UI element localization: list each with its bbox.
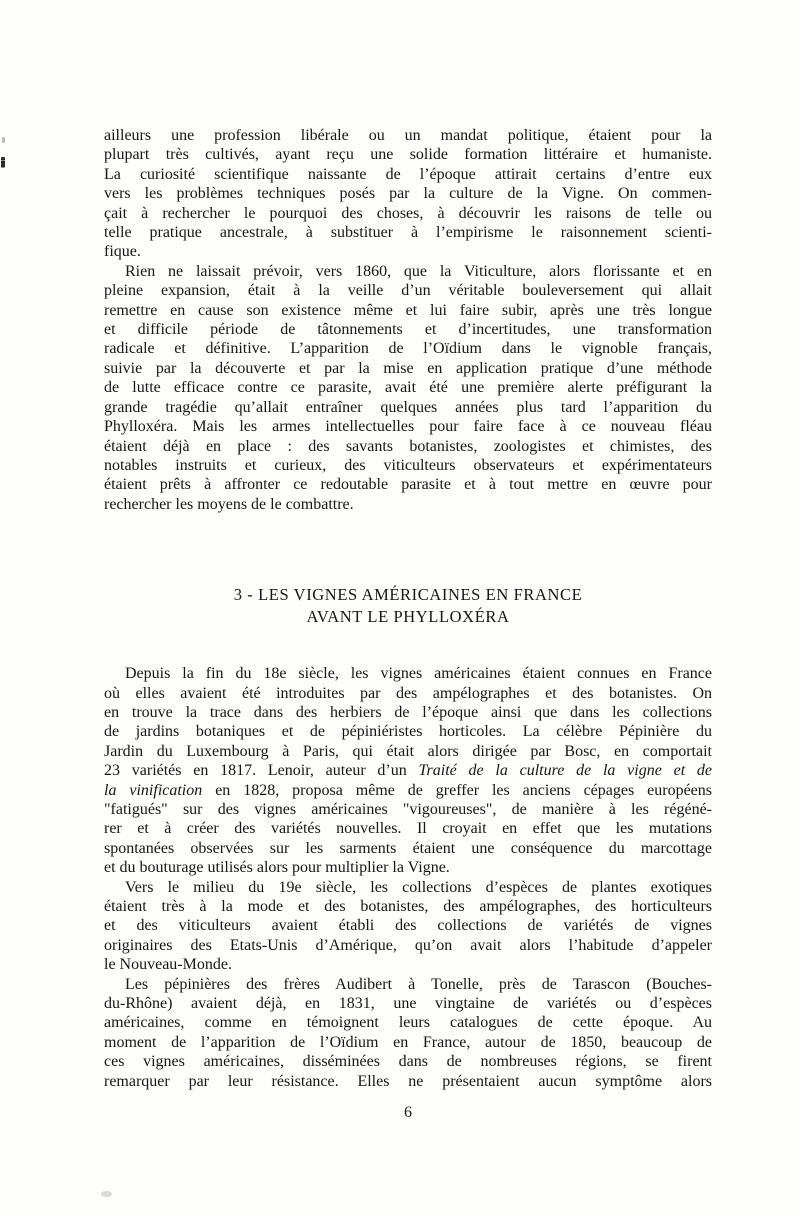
text-line: Depuis la fin du 18e siècle, les vignes américaines étaient connues en France xyxy=(125,665,712,683)
text-line: étaient déjà en place : des savants botanistes, zoologistes et chimistes, des xyxy=(104,437,712,455)
text-line: où elles avaient été introduites par des ampélographes et des botanistes. On xyxy=(104,684,712,702)
text-line: et des viticulteurs avaient établi des collections de variétés de vignes xyxy=(104,917,712,935)
page-number: 6 xyxy=(404,1104,412,1121)
text-line: étaient très à la mode et des botanistes, des ampélographes, des horticulteurs xyxy=(104,898,712,915)
text-line: telle pratique ancestrale, à substituer à l’empirisme le raisonnement scienti- xyxy=(104,224,712,242)
text-line: Les pépinières des frères Audibert à Tonelle, près de Tarascon (Bouches- xyxy=(125,975,712,993)
text-line: plupart très cultivés, ayant reçu une solide formation littéraire et humaniste. xyxy=(104,146,712,164)
section-heading-line: AVANT LE PHYLLOXÉRA xyxy=(306,606,510,626)
text-line: remettre en cause son existence même et lui faire subir, après une très longue xyxy=(104,301,712,319)
text-line: vers les problèmes techniques posés par la culture de la Vigne. On commen- xyxy=(104,185,712,203)
text-line: de lutte efficace contre ce parasite, avait été une première alerte préfigurant la xyxy=(104,379,712,397)
text-line: ailleurs une profession libérale ou un mandat politique, étaient pour la xyxy=(104,127,712,144)
text-line: Phylloxéra. Mais les armes intellectuelles pour faire face à ce nouveau fléau xyxy=(104,418,712,436)
text-line: grande tragédie qu’allait entraîner quelques années plus tard l’apparition du xyxy=(104,398,712,416)
text-line: Rien ne laissait prévoir, vers 1860, que la Viticulture, alors florissante et en xyxy=(125,262,712,280)
text-line: en trouve la trace dans des herbiers de l’époque ainsi que dans les collections xyxy=(104,703,712,721)
text-line: ces vignes américaines, disséminées dans de nombreuses régions, se firent xyxy=(104,1053,712,1071)
paragraph xyxy=(104,126,712,262)
paragraph xyxy=(104,262,712,514)
text-line: notables instruits et curieux, des viticulteurs observateurs et expérimentateurs xyxy=(104,456,712,474)
text-line: Jardin du Luxembourg à Paris, qui était alors dirigée par Bosc, en comportait xyxy=(104,742,712,760)
text-line: rechercher les moyens de le combattre. xyxy=(104,495,354,513)
text-line: du-Rhône) avaient déjà, en 1831, une vingtaine de variétés ou d’espèces xyxy=(104,995,712,1013)
text-line: de jardins botaniques et de pépiniéristes horticoles. La célèbre Pépinière du xyxy=(104,723,712,741)
text-line: et du bouturage utilisés alors pour multiplier la Vigne. xyxy=(104,859,450,877)
paragraph xyxy=(104,878,712,975)
text-line: fique. xyxy=(104,243,141,261)
body-text xyxy=(104,126,712,1091)
scan-mark-icon xyxy=(1,157,5,168)
paragraph xyxy=(104,975,712,1091)
text-line: spontanées observées sur les sarments étaient une conséquence du marcottage xyxy=(104,839,712,857)
text-line: originaires des Etats-Unis d’Amérique, qu’on avait alors l’habitude d’appeler xyxy=(104,936,712,954)
text-line: le Nouveau-Monde. xyxy=(104,956,232,974)
text-line: étaient prêts à affronter ce redoutable parasite et à tout mettre en œuvre pour xyxy=(104,476,712,494)
text-line: moment de l’apparition de l’Oïdium en France, autour de 1850, beaucoup de xyxy=(104,1033,712,1051)
scan-speck-icon xyxy=(101,1191,112,1197)
section-heading xyxy=(104,584,712,627)
text-line: "fatigués" sur des vignes américaines "vigoureuses", de manière à les régéné- xyxy=(104,800,712,818)
section-heading-line: 3 - LES VIGNES AMÉRICAINES EN FRANCE xyxy=(233,585,583,605)
text-line: et difficile période de tâtonnements et d’incertitudes, une transformation xyxy=(104,321,712,339)
text-line: la vinification en 1828, proposa même de greffer les anciens cépages européens xyxy=(104,781,713,799)
text-line: Vers le milieu du 19e siècle, les collections d’espèces de plantes exotiques xyxy=(125,878,712,896)
text-line: rer et à créer des variétés nouvelles. Il croyait en effet que les mutations xyxy=(104,820,712,838)
text-line: pleine expansion, était à la veille d’un véritable bouleversement qui allait xyxy=(104,282,712,300)
text-line: La curiosité scientifique naissante de l’époque attirait certains d’entre eux xyxy=(104,165,712,183)
text-line: çait à rechercher le pourquoi des choses, à découvrir les raisons de telle ou xyxy=(104,204,712,222)
text-line: radicale et définitive. L’apparition de l’Oïdium dans le vignoble français, xyxy=(104,340,712,358)
text-line: américaines, comme en témoignent leurs catalogues de cette époque. Au xyxy=(104,1014,712,1032)
text-line: suivie par la découverte et par la mise en application pratique d’une méthode xyxy=(104,359,712,377)
scan-speck-icon xyxy=(2,137,5,143)
text-line: remarquer par leur résistance. Elles ne présentaient aucun symptôme alors xyxy=(104,1072,712,1090)
text-line: 23 variétés en 1817. Lenoir, auteur d’un Traité de la culture de la vigne et de xyxy=(104,762,712,780)
paragraph xyxy=(104,664,712,877)
